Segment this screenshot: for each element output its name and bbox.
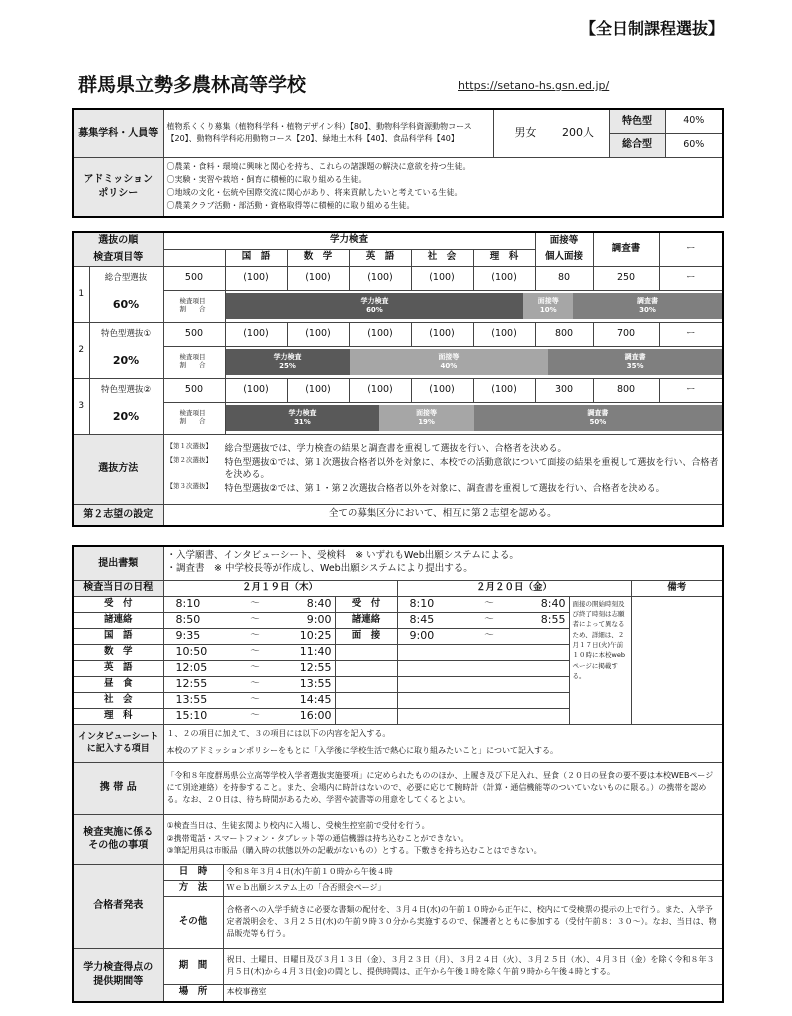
day2-empty (397, 692, 569, 708)
method-desc: 特色型選抜①では、第１次選抜合格者以外を対象に、本校での活動意欲について面接の結果を重視して選抜を行い、合格者を決める。 (224, 457, 719, 480)
recruit-table (72, 108, 724, 218)
day2-empty (397, 644, 569, 660)
subject-score: (100) (225, 378, 287, 402)
results-key: その他 (163, 896, 223, 948)
docs-text (163, 546, 723, 580)
interview-sheet-line: 本校のアドミッションポリシーをもとに「入学後に学校生活で熱心に取り組みたいこと」について記入する。 (166, 746, 559, 755)
subject-score: (100) (411, 266, 473, 290)
day1-start: 13:55 (163, 692, 223, 708)
course-tag: 【全日制課程選抜】 (579, 19, 724, 38)
results-key: 方 法 (163, 880, 223, 896)
gakuryoku-total: 500 (163, 322, 225, 346)
method-text (163, 434, 723, 504)
day2-end (521, 628, 569, 644)
ratio-bar-pct: 25% (279, 362, 296, 370)
ratio-bar-label: 学力検査 (288, 409, 317, 418)
selection-pct: 20% (89, 346, 163, 378)
day2-tilde: ～ (457, 596, 521, 612)
selection-pct: 20% (89, 402, 163, 434)
subject-header: 国 語 (225, 249, 287, 266)
day2-tilde: ～ (457, 612, 521, 628)
interview-sheet-text (163, 724, 723, 762)
day1-end: 14:45 (287, 692, 335, 708)
schedule-note: 面接の開始時刻及び終了時刻は志願者によって異なるため、詳細は、２月１７日(火)午前１０時に本校webページに掲載する。 (569, 596, 631, 724)
method-label: 選抜方法 (73, 434, 163, 504)
ratio-bar-pct: 10% (539, 306, 557, 314)
ratio-bar-pct: 40% (440, 362, 458, 370)
day1-tilde: ～ (223, 596, 287, 612)
subject-score: (100) (411, 378, 473, 402)
day1-item: 国 語 (73, 628, 163, 644)
subject-score: (100) (473, 378, 535, 402)
recruit-label: 募集学科・人員等 (73, 109, 163, 157)
day1-item: 受 付 (73, 596, 163, 612)
day1-start: 10:50 (163, 644, 223, 660)
day2-empty (335, 660, 397, 676)
ratio-bar-cell (225, 402, 723, 434)
chosasho-score: 800 (593, 378, 659, 402)
chosasho-score: 700 (593, 322, 659, 346)
other-items-text (163, 814, 723, 864)
ratio-bar-cell (225, 346, 723, 378)
ratio-bar-pct: 35% (626, 362, 644, 370)
recruit-courses: 植物系くくり募集（植物科学科・植物デザイン科）【80】、動物科学科資源動物コース【20】、動物科学科応用動物コース【20】、緑地土木科【40】、食品科学科【40】 (163, 109, 493, 157)
subject-score: (100) (411, 322, 473, 346)
disclosure-key: 場 所 (163, 984, 223, 1002)
subject-score: (100) (225, 266, 287, 290)
subject-header: 英 語 (349, 249, 411, 266)
school-url[interactable]: https://setano-hs.gsn.ed.jp/ (458, 79, 610, 92)
results-value: Ｗｅｂ出願システム上の「合否照会ページ」 (223, 880, 723, 896)
day2-item: 面 接 (335, 628, 397, 644)
selection-table (72, 231, 724, 527)
day1-start: 12:55 (163, 676, 223, 692)
other-score: ー (659, 322, 723, 346)
ratio-caption-item: 検査項目 (179, 353, 206, 362)
ratio-bar-segment (573, 293, 722, 319)
day2-empty (335, 676, 397, 692)
gakuryoku-total: 500 (163, 266, 225, 290)
day1-start: 15:10 (163, 708, 223, 724)
other-score: ー (659, 266, 723, 290)
day2-empty (397, 676, 569, 692)
ratio-caption (163, 402, 225, 434)
tokushoku-value: 40% (665, 109, 723, 133)
second-choice-label: 第２志望の設定 (73, 504, 163, 526)
day2-empty (335, 708, 397, 724)
ratio-bar-label: 調査書 (624, 353, 646, 362)
day1-header: ２月１９日（木） (163, 580, 397, 596)
admission-line: 〇農業クラブ活動・部活動・資格取得等に積極的に取り組める生徒。 (166, 200, 415, 210)
interview-score: 800 (535, 322, 593, 346)
day1-start: 12:05 (163, 660, 223, 676)
disclosure-value: 祝日、土曜日、日曜日及び３月１３日（金）、３月２３日（月）、３月２４日（火）、３月２５日（水）、４月３日（金）を除く令和８年３月５日(木)から４月３日(金)の間とし、提供時間は、正午から午後１時を除く午前９時から午後４時とする。 (223, 948, 723, 984)
method-tag: 【第３次選抜】 (166, 482, 212, 491)
ratio-caption-ratio: 割 合 (179, 361, 206, 369)
ratio-bar-label: 面接等 (438, 353, 460, 362)
docs-line: ・調査書 ※ 中学校長等が作成し、Web出願システムにより提出する。 (166, 563, 473, 575)
gakuryoku-header: 学力検査 (163, 232, 535, 249)
recruit-capacity: 200人 (562, 125, 594, 139)
ratio-caption-ratio: 割 合 (179, 417, 206, 425)
selection-number: 2 (73, 322, 89, 378)
exam-info-table (72, 545, 724, 1003)
day2-empty (335, 692, 397, 708)
selection-number: 1 (73, 266, 89, 322)
ratio-bar-pct: 50% (589, 418, 607, 426)
ratio-bar-label: 学力検査 (360, 297, 389, 306)
day1-item: 諸連絡 (73, 612, 163, 628)
method-desc: 総合型選抜では、学力検査の結果と調査書を重視して選抜を行い、合格者を決める。 (224, 443, 567, 454)
method-tag: 【第２次選抜】 (166, 455, 212, 464)
ratio-caption-ratio: 割 合 (179, 305, 206, 313)
selection-number: 3 (73, 378, 89, 434)
subject-score: (100) (287, 266, 349, 290)
subject-header: 数 学 (287, 249, 349, 266)
day2-end: 8:40 (521, 596, 569, 612)
ratio-bar-pct: 60% (366, 306, 383, 314)
ratio-bar-label: 学力検査 (273, 353, 302, 362)
day1-tilde: ～ (223, 612, 287, 628)
tokushoku-label: 特色型 (609, 109, 665, 133)
chosasho-score: 250 (593, 266, 659, 290)
day1-end: 11:40 (287, 644, 335, 660)
day1-tilde: ～ (223, 660, 287, 676)
subject-header: 社 会 (411, 249, 473, 266)
subject-score: (100) (287, 378, 349, 402)
ratio-bar-pct: 19% (418, 418, 435, 426)
interview-score: 300 (535, 378, 593, 402)
ratio-caption-item: 検査項目 (179, 409, 206, 418)
day1-end: 16:00 (287, 708, 335, 724)
note-header: 備考 (631, 580, 723, 596)
day2-empty (397, 708, 569, 724)
day1-end: 12:55 (287, 660, 335, 676)
selection-type: 特色型選抜① (89, 322, 163, 346)
selection-type: 総合型選抜 (89, 266, 163, 290)
ratio-bar-label: 面接等 (416, 409, 438, 418)
admission-line: 〇実験・実習や栽培・飼育に積極的に取り組める生徒。 (166, 174, 367, 184)
day1-start: 9:35 (163, 628, 223, 644)
ratio-bar (226, 405, 723, 431)
day2-start: 8:10 (397, 596, 457, 612)
day1-start: 8:10 (163, 596, 223, 612)
school-name: 群馬県立勢多農林高等学校 (78, 74, 307, 96)
selection-pct: 60% (89, 290, 163, 322)
ratio-bar-segment (226, 405, 380, 431)
interview-subheader: 個人面接 (535, 249, 593, 266)
other-items-label: 検査実施に係る その他の事項 (73, 814, 163, 864)
ratio-bar (226, 293, 723, 319)
interview-sheet-line: １、２の項目に加えて、３の項目には以下の内容を記入する。 (166, 729, 391, 739)
results-value: 合格者への入学手続きに必要な書類の配付を、３月４日(水)の午前１０時から正午に、校内にて受検票の提示の上で行う。また、入学予定者説明会を、３月２５日(水)の午前９時３０分から実施するので、保護者とともに参加する（受付午前８：３０〜）。なお、当日は、物品販売等も行う。 (223, 896, 723, 948)
admission-policy (163, 157, 723, 217)
item-label: 検査項目等 (73, 249, 163, 266)
ratio-bar-label: 調査書 (587, 409, 609, 418)
ratio-bar-segment (226, 293, 524, 319)
day1-item: 英 語 (73, 660, 163, 676)
day1-item: 数 学 (73, 644, 163, 660)
admission-line: 〇地域の文化・伝統や国際交流に関心があり、将来貢献したいと考えている生徒。 (166, 187, 463, 197)
subject-header: 理 科 (473, 249, 535, 266)
interview-header: 面接等 (535, 232, 593, 249)
order-label: 選抜の順 (73, 232, 163, 249)
other-header: ー (659, 232, 723, 266)
day1-start: 8:50 (163, 612, 223, 628)
results-label: 合格者発表 (73, 864, 163, 948)
gakuryoku-total: 500 (163, 378, 225, 402)
subject-score: (100) (225, 322, 287, 346)
schedule-label: 検査当日の日程 (73, 580, 163, 596)
docs-line: ・入学願書、インタビューシート、受検料 ※ いずれもWeb出願システムによる。 (166, 550, 519, 562)
ratio-bar-segment (474, 405, 722, 431)
ratio-bar-segment (548, 349, 722, 375)
method-desc: 特色型選抜②では、第１・第２次選抜合格者以外を対象に、調査書を重視して選抜を行い、合格者を決める。 (224, 484, 665, 495)
admission-label: アドミッション ポリシー (73, 157, 163, 217)
ratio-bar-cell (225, 290, 723, 322)
subject-score: (100) (473, 266, 535, 290)
day1-end: 9:00 (287, 612, 335, 628)
ratio-bar (226, 349, 723, 375)
disclosure-label: 学力検査得点の 提供期間等 (73, 948, 163, 1002)
day2-header: ２月２０日（金） (397, 580, 631, 596)
day1-tilde: ～ (223, 628, 287, 644)
day1-tilde: ～ (223, 644, 287, 660)
day1-tilde: ～ (223, 692, 287, 708)
ratio-caption-item: 検査項目 (179, 297, 206, 306)
day1-end: 8:40 (287, 596, 335, 612)
ratio-caption (163, 346, 225, 378)
selection-type: 特色型選抜② (89, 378, 163, 402)
subject-score: (100) (473, 322, 535, 346)
chosasho-header: 調査書 (593, 232, 659, 266)
day1-end: 13:55 (287, 676, 335, 692)
day2-tilde: ～ (457, 628, 521, 644)
ratio-bar-segment (226, 349, 350, 375)
ratio-bar-segment (379, 405, 473, 431)
other-line: ②携帯電話・スマートフォン・タブレット等の通信機器は持ち込むことができない。 (166, 833, 469, 843)
recruit-capacity-cell (493, 109, 609, 157)
results-key: 日 時 (163, 864, 223, 880)
subject-score: (100) (349, 266, 411, 290)
subject-score: (100) (349, 378, 411, 402)
ratio-bar-label: 面接等 (537, 297, 559, 306)
other-line: ③筆記用具は市販品（購入時の状態以外の記載がないもの）とする。下敷きを持ち込むことはできない。 (166, 846, 542, 856)
ratio-bar-label: 調査書 (637, 297, 659, 306)
second-choice-text: 全ての募集区分において、相互に第２志望を認める。 (163, 504, 723, 526)
docs-label: 提出書類 (73, 546, 163, 580)
admission-line: 〇農業・食料・環境に興味と関心を持ち、これらの諸課題の解決に意欲を持つ生徒。 (166, 162, 471, 172)
ratio-bar-pct: 31% (294, 418, 311, 426)
day1-item: 理 科 (73, 708, 163, 724)
day2-item: 受 付 (335, 596, 397, 612)
belongings-label: 携 帯 品 (73, 762, 163, 814)
day1-tilde: ～ (223, 676, 287, 692)
subject-score: (100) (349, 322, 411, 346)
subject-score: (100) (287, 322, 349, 346)
day2-empty (397, 660, 569, 676)
ratio-bar-segment (350, 349, 549, 375)
disclosure-value: 本校事務室 (223, 984, 723, 1002)
day2-empty (335, 644, 397, 660)
other-score: ー (659, 378, 723, 402)
sogo-value: 60% (665, 133, 723, 157)
interview-score: 80 (535, 266, 593, 290)
method-tag: 【第１次選抜】 (166, 441, 212, 450)
day1-item: 社 会 (73, 692, 163, 708)
day2-start: 8:45 (397, 612, 457, 628)
results-value: 令和８年３月４日(水)午前１０時から午後４時 (223, 864, 723, 880)
day2-start: 9:00 (397, 628, 457, 644)
day2-end: 8:55 (521, 612, 569, 628)
ratio-bar-segment (523, 293, 573, 319)
ratio-bar-pct: 30% (639, 306, 656, 314)
day1-item: 昼 食 (73, 676, 163, 692)
day1-end: 10:25 (287, 628, 335, 644)
other-line: ①検査当日は、生徒玄関より校内に入場し、受検生控室前で受付を行う。 (166, 820, 430, 830)
interview-sheet-label: インタビューシート に記入する項目 (73, 724, 163, 762)
total-header (163, 249, 225, 266)
ratio-caption (163, 290, 225, 322)
belongings-text: 「令和８年度群馬県公立高等学校入学者選抜実施要項」に定められたもののほか、上履き及び下足入れ、昼食（２０日の昼食の要不要は本校WEBページにて別途連絡）を持参すること。また、会場内に時計はないので、必要に応じて腕時計（計算・通信機能等のついていないものに限る。）の携帯を認める。なお、２０日は、待ち時間があるため、学習や読書等の用意をしてくるとよい。 (163, 762, 723, 814)
recruit-gender: 男女 (514, 125, 537, 139)
day2-item: 諸連絡 (335, 612, 397, 628)
sogo-label: 総合型 (609, 133, 665, 157)
disclosure-key: 期 間 (163, 948, 223, 984)
day1-tilde: ～ (223, 708, 287, 724)
